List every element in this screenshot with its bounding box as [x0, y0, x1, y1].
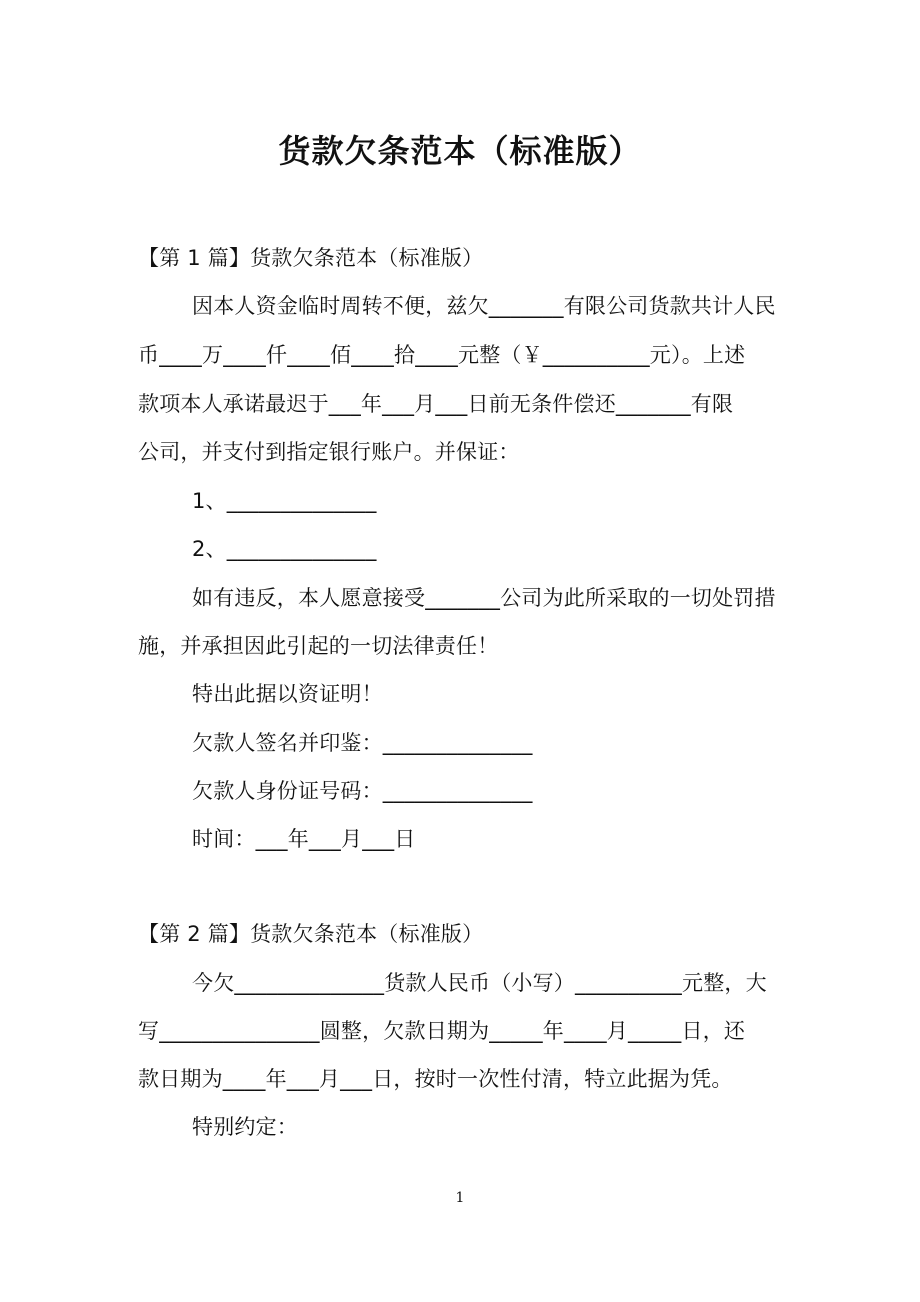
paragraph-line: 公司，并支付到指定银行账户。并保证：	[138, 440, 520, 464]
document-title: 货款欠条范本（标准版）	[278, 132, 642, 170]
section-2-heading: 【第 2 篇】货款欠条范本（标准版）	[138, 922, 484, 946]
guarantee-item-1: 1、______________	[192, 489, 377, 513]
id-number-line: 欠款人身份证号码：______________	[192, 779, 533, 803]
special-terms-label: 特别约定：	[192, 1115, 298, 1139]
page-number: 1	[455, 1190, 465, 1206]
date-line: 时间：___年___月___日	[192, 827, 416, 851]
paragraph-line: 施，并承担因此引起的一切法律责任！	[138, 634, 499, 658]
paragraph-line: 因本人资金临时周转不便，兹欠_______有限公司货款共计人民	[192, 294, 776, 318]
paragraph-line: 币____万____仟____佰____拾____元整（￥__________元）。上述	[138, 343, 746, 367]
section-1-heading: 【第 1 篇】货款欠条范本（标准版）	[138, 246, 484, 270]
paragraph-line: 写_______________圆整，欠款日期为_____年____月_____日，还	[138, 1019, 746, 1043]
guarantee-item-2: 2、______________	[192, 537, 377, 561]
paragraph-line: 如有违反，本人愿意接受_______公司为此所采取的一切处罚措	[192, 586, 776, 610]
paragraph-line: 款项本人承诺最迟于___年___月___日前无条件偿还_______有限	[138, 392, 734, 416]
paragraph-line: 款日期为____年___月___日，按时一次性付清，特立此据为凭。	[138, 1067, 733, 1091]
paragraph-line: 今欠______________货款人民币（小写）__________元整，大	[192, 971, 767, 995]
signature-line: 欠款人签名并印鉴：______________	[192, 731, 533, 755]
paragraph-line: 特出此据以资证明！	[192, 682, 383, 706]
